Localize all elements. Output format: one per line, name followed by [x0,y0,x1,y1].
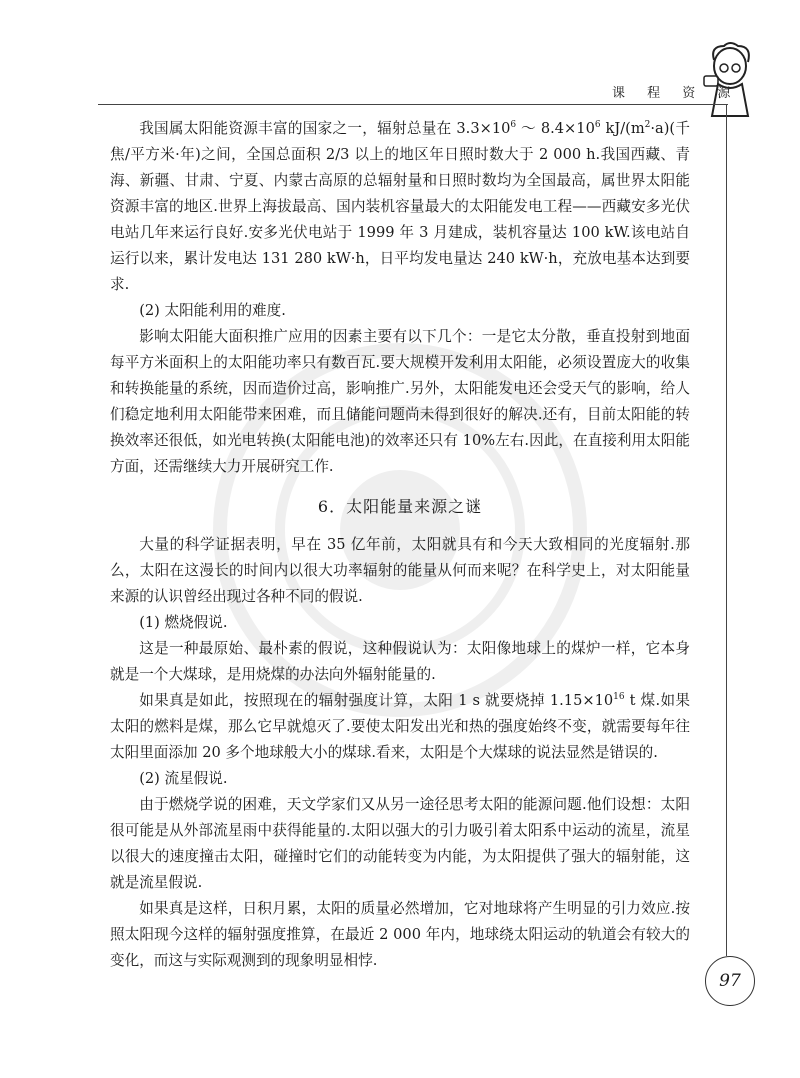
header-rule [98,104,728,105]
list-item-heading: (1) 燃烧假说. [139,614,228,631]
paragraph: 由于燃烧学说的困难，天文学家们又从另一途径思考太阳的能源问题.他们设想：太阳很可能是从外部流星雨中获得能量的.太阳以强大的引力吸引着太阳系中运动的流星，流星以很大的速度撞击太阳，碰撞时它们的动能转变为内能，为太阳提供了强大的辐射能，这就是流星假说. [110,796,690,891]
header-label: 课 程 资 源 [612,86,740,101]
section-heading: 6．太阳能量来源之谜 [317,497,483,516]
paragraph: 这是一种最原始、最朴素的假说，这种假说认为：太阳像地球上的煤炉一样，它本身就是一个大煤球，是用烧煤的办法向外辐射能量的. [110,640,690,683]
side-rule [726,104,727,956]
mascot-illustration [700,40,764,120]
paragraph: 如果真是这样，日积月累，太阳的质量必然增加，它对地球将产生明显的引力效应.按照太阳现今这样的辐射强度推算，在最近 2 000 年内，地球绕太阳运动的轨道会有较大的变化，而这与实际观测到的现象明显相悖. [110,900,690,969]
paragraph: 我国属太阳能资源丰富的国家之一，辐射总量在 $3.3\times 10^6$ ～ $8.4\times 10^6$ $kJ/(m^2\cdot a)$(千焦/平方米·年)之间，全国总面积 2/3 以上的地区年日照时数大于 2 000 h.我国西藏、青海、新疆、甘肃、宁夏、内蒙古高原的总辐射量和日照时数均为全国最高，属世界太阳能资源丰富的地区.世界上海拔最高、国内装机容量最大的太阳能发电工程——西藏安多光伏电站几年来运行良好.安多光伏电站于 1999 年 3 月建成，装机容量达 100 kW.该电站自运行以来，累计发电达 131 280 kW·h，日平均发电量达 240 kW·h，充放电基本达到要求. [110,120,690,293]
page-body [110,116,690,974]
page-number: 97 [705,956,755,1006]
paragraph: 影响太阳能大面积推广应用的因素主要有以下几个：一是它太分散，垂直投射到地面每平方米面积上的太阳能功率只有数百瓦.要大规模开发利用太阳能，必须设置庞大的收集和转换能量的系统，因而造价过高，影响推广.另外，太阳能发电还会受天气的影响，给人们稳定地利用太阳能带来困难，而且储能问题尚未得到很好的解决.还有，目前太阳能的转换效率还很低，如光电转换(太阳能电池)的效率还只有 10%左右.因此，在直接利用太阳能方面，还需继续大力开展研究工作. [110,328,690,475]
paragraph: 大量的科学证据表明，早在 35 亿年前，太阳就具有和今天大致相同的光度辐射.那么，太阳在这漫长的时间内以很大功率辐射的能量从何而来呢？在科学史上，对太阳能量来源的认识曾经出现过各种不同的假说. [110,536,690,605]
list-item-heading: (2) 太阳能利用的难度. [139,302,286,319]
list-item-heading: (2) 流星假说. [139,770,228,787]
paragraph: 如果真是如此，按照现在的辐射强度计算，太阳 1 s 就要烧掉 $1.15\times 10^{16}$ t 煤.如果太阳的燃料是煤，那么它早就熄灭了.要使太阳发出光和热的强度始终不变，就需要每年往太阳里面添加 20 多个地球般大小的煤球.看来，太阳是个大煤球的说法显然是错误的. [110,692,690,761]
